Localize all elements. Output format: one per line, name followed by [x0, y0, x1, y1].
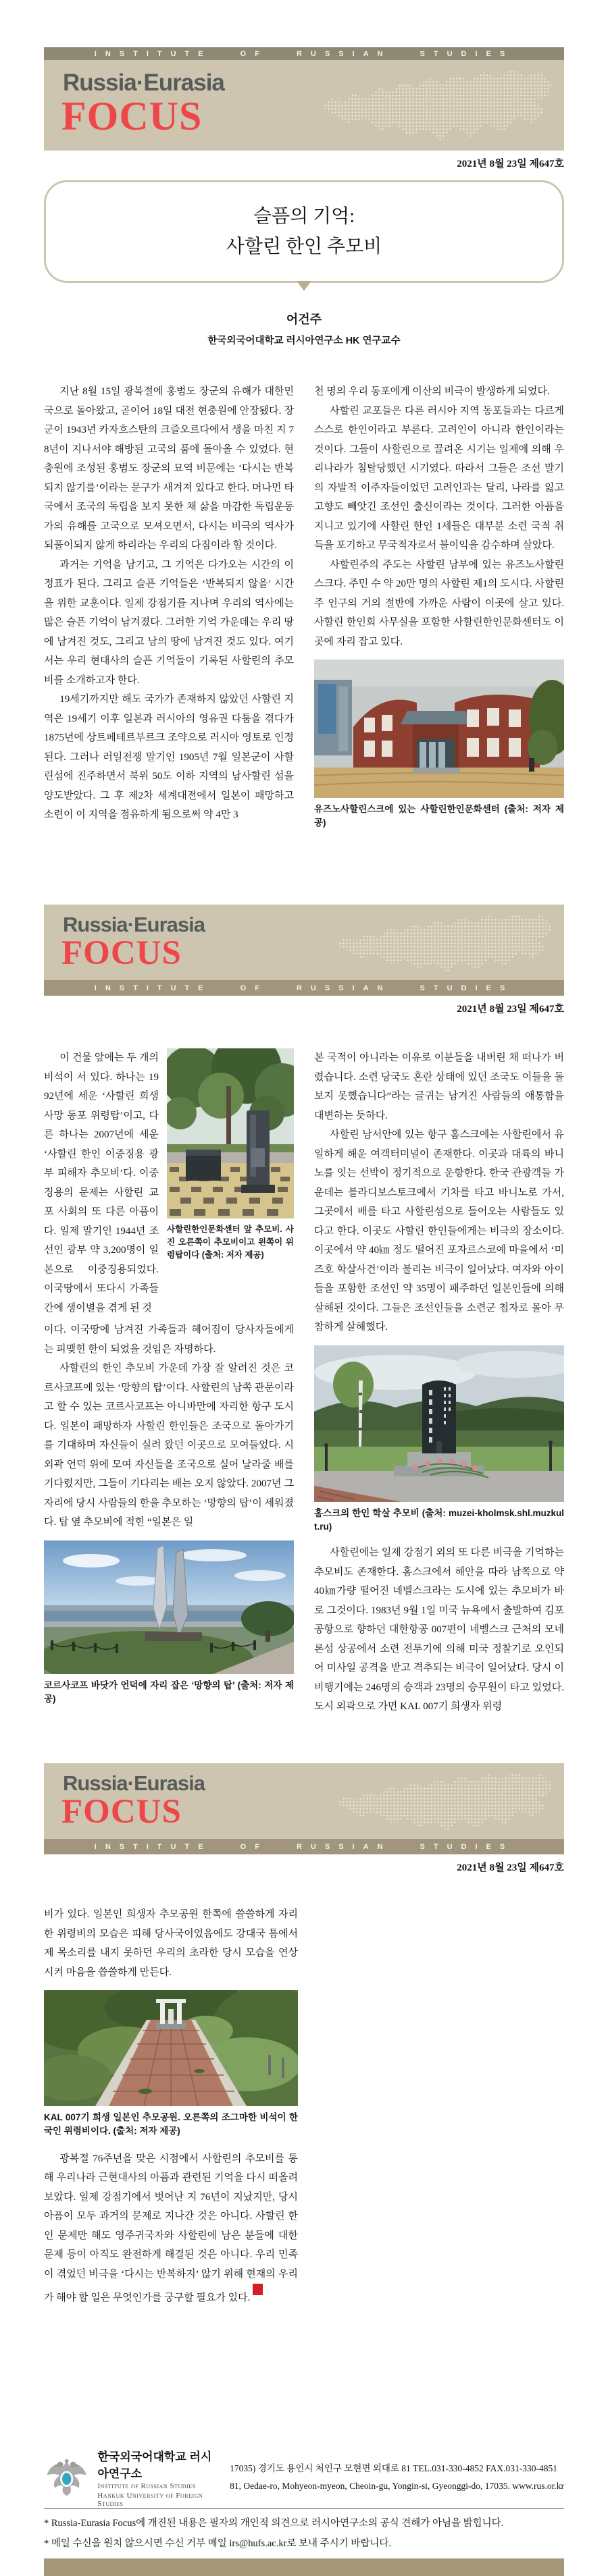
page-3 — [0, 1763, 608, 2432]
masthead-body — [44, 905, 564, 980]
figure-caption: 유즈노사할린스크에 있는 사할린한인문화센터 (출처: 저자 제공) — [314, 804, 564, 828]
footer-divider — [44, 2508, 564, 2509]
masthead-page2 — [44, 905, 564, 996]
paragraph: 비가 있다. 일본인 희생자 추모공원 한쪽에 쓸쓸하게 자리한 위령비의 모습은 피해 당사국이었음에도 강대국 틈에서 제 목소리를 내지 못하던 우리의 초라한 당시 모습을 연상시켜 마음을 씁쓸하게 만든다. — [44, 1909, 298, 1978]
author-block — [0, 310, 608, 347]
masthead-title: Russia·Eurasia — [63, 913, 205, 936]
masthead-focus-title: FOCUS — [61, 94, 203, 138]
masthead-title: Russia·Eurasia — [63, 70, 224, 96]
page1-column-left — [44, 382, 294, 878]
page2-column-left — [44, 1048, 294, 1744]
figure-caption: 홈스크의 한인 학살 추모비 (출처: muzei-kholmsk.shl.muzkult.ru) — [314, 1507, 564, 1532]
page-1 — [0, 47, 608, 884]
masthead-page1 — [44, 47, 564, 151]
figure-caption: KAL 007기 희생 일본인 추모공원. 오른쪽의 조그마한 비석이 한국인 위령비이다. (출처: 저자 제공) — [44, 2112, 298, 2137]
paragraph-text: 광복절 76주년을 맞은 시점에서 사할린의 추모비를 통해 우리나라 근현대사의 아픔과 관련된 기억을 다시 떠올려보았다. 일제 강점기에서 벗어난 지 76년이 지났지만, 당시 아픔이 모두 과거의 문제로 지나간 것은 아니다. 사할린 한인 문제만 해도 영주귀국자와 사할린에 남은 분들에 대한 문제 등이 아직도 완전하게 해결된 것은 아니다. 우리 민족이 겪었던 비극을 ‘다시는 반복하지’ 않기 위해 현재의 우리가 해야 할 일은 무엇인가를 궁구할 필요가 있다. — [44, 2153, 298, 2303]
disclaimer-note-2: * 메일 수신을 원치 않으시면 수신 거부 메일 irs@hufs.ac.kr로 보내 주시기 바랍니다. — [44, 2538, 391, 2549]
institute-emblem-icon — [44, 2452, 89, 2502]
author-affiliation: 한국외국어대학교 러시아연구소 HK 연구교수 — [207, 336, 401, 346]
issue-date: 2021년 8월 23일 제647호 — [457, 1862, 564, 1873]
paragraph: 19세기까지만 해도 국가가 존재하지 않았던 사할린 지역은 19세기 이후 일본과 러시아의 영유권 다툼을 겪다가 1875년에 상트페테르부르크 조약으로 러시아 영토로 인정된다. 그러나 러일전쟁 말기인 1905년 7월 일본군이 사할린섬에 진주하면서 북위 50도 이하 지역의 남사할린 섬을 양도받았다. 그 후 제2차 세계대전에서 일본이 패망하고 소련이 이 지역을 점유하게 됨으로써 약 4만 3 — [44, 694, 294, 820]
institute-name-en: Institute of Russian Studies — [97, 2482, 196, 2490]
photo-korsakov-tower — [44, 1540, 294, 1707]
masthead-title: Russia·Eurasia — [63, 1771, 205, 1795]
photo-memorial-plaza — [167, 1048, 294, 1318]
photo-kal007-park — [44, 1990, 298, 2139]
paragraph: 본 국적이 아니라는 이유로 이분들을 내버린 채 떠나가 버렸습니다. 소련 당국도 혼란 상태에 있던 조국도 이들을 돌보지 못했습니다”라는 글귀는 남겨진 사람들의 애통함을 대변하는 듯하다. — [314, 1052, 564, 1121]
photo-kal007-park-image — [44, 1990, 298, 2106]
masthead-body — [44, 1763, 564, 1839]
issue-date: 2021년 8월 23일 제647호 — [457, 1004, 564, 1015]
paragraph: 사할린 교포들은 다른 러시아 지역 동포들과는 다르게 스스로 한인이라고 부른다. 고려인이 아니라 한인이라는 것이다. 그들이 사할린으로 끌려온 시기는 일제에 의해 우리나라가 침탈당했던 시기였다. 따라서 그들은 조선 말기의 자발적 이주자들이었던 고려인과는 달리, 나라를 잃고 고향도 빼앗긴 조선인 출신이라는 것이다. 그러한 아픔을 지니고 있기에 사할린 한인 1세들은 대부분 소련 국적 취득을 포기하고 무국적자로서 불이익을 감수하며 살았다. — [314, 405, 564, 551]
article-title — [226, 201, 382, 263]
issue-date: 2021년 8월 23일 제647호 — [457, 159, 564, 169]
institute-address — [230, 2460, 564, 2496]
photo-kholmsk-memorial-image — [314, 1345, 564, 1502]
photo-korsakov-tower-image — [44, 1540, 294, 1674]
institute-university-en: Hankuk University of Foreign Studies — [97, 2492, 203, 2508]
paragraph: 사할린의 한인 추모비 가운데 가장 잘 알려진 것은 코르사코프에 있는 ‘망향의 탑’이다. 사할린의 남쪽 관문이라고 할 수 있는 코르사코프는 아니바만에 자리한 항구 도시다. 일본이 패망하자 사할린 한인들은 조국으로 돌아가기를 기대하며 자신들이 실려 왔던 이곳으로 모여들었다. 시 외곽 언덕 위에 모여 자신들을 조국으로 실어 날라줄 배를 기다렸지만, 그들이 기다리는 배는 오지 않았다. 2007년 그 자리에 당시 사람들의 한을 추모하는 ‘망향의 탑’이 세워졌다. 탑 옆 추모비에 적힌 “일본은 일 — [44, 1363, 294, 1528]
photo-cultural-center — [314, 660, 564, 830]
photo-cultural-center-image — [314, 660, 564, 798]
text-with-side-photo — [44, 1048, 294, 1318]
page3-column — [44, 1905, 298, 2308]
footer-bottom-bar — [44, 2558, 564, 2576]
photo-memorial-plaza-image — [167, 1048, 294, 1218]
address-line-en: 81, Oedae-ro, Mohyeon-myeon, Cheoin-gu, Yongin-si, Gyeonggi-do, 17035. www.rus.or.kr — [230, 2481, 564, 2491]
paragraph: 과거는 기억을 남기고, 그 기억은 다가오는 시간의 이정표가 된다. 그리고 슬픈 기억들은 ‘반복되지 않을’ 시간을 위한 교훈이다. 일제 강점기를 지나며 우리의 역사에는 많은 슬픈 기억이 남겨졌다. 그러한 기억 가운데는 우리 땅에 남겨진 것도, 그리고 남의 땅에 남겨진 것도 있다. 여기서는 우리 현대사의 슬픈 기억들이 기록된 사할린의 추모비를 소개하고자 한다. — [44, 559, 294, 686]
address-line-kr: 17035) 경기도 용인시 처인구 모현면 외대로 81 TEL.031-330-4852 FAX.031-330-4851 — [230, 2463, 558, 2473]
article-title-line2: 사할린 한인 추모비 — [226, 236, 382, 257]
figure-caption: 코르사코프 바닷가 언덕에 자리 잡은 ‘망향의 탑’ (출처: 저자 제공) — [44, 1680, 294, 1704]
article-title-line1: 슬픔의 기억: — [253, 205, 355, 227]
paragraph — [44, 2149, 298, 2308]
photo-kholmsk-memorial — [314, 1345, 564, 1534]
article-title-box — [44, 180, 564, 283]
masthead-body — [44, 60, 564, 151]
masthead-focus-title: FOCUS — [61, 934, 182, 972]
paragraph: 이 건물 앞에는 두 개의 비석이 서 있다. 하나는 1992년에 세운 ‘사할린 희생 사망 동포 위령탑’이고, 다른 하나는 2007년에 세운 ‘사할린 한인 이중징용 광부 피해자 추모비’다. 이중징용의 문제는 사할린 교포 사회의 또 다른 아픔이다. 일제 말기인 1944년 조선인 광부 약 3,200명이 일본으로 이중징용되었다. 이국땅에서 또다시 가족들 간에 생이별을 겪게 된 것 — [44, 1052, 159, 1314]
page2-column-right — [314, 1048, 564, 1744]
paragraph: 천 명의 우리 동포에게 이산의 비극이 발생하게 되었다. — [314, 386, 550, 397]
institute-banner: INSTITUTE OF RUSSIAN STUDIES — [44, 980, 564, 996]
page1-columns — [44, 382, 564, 878]
paragraph: 사할린 남서안에 있는 항구 홈스크에는 사할린에서 유일하게 해운 여객터미널이 존재한다. 이곳과 대륙의 바니노를 잇는 선박이 정기적으로 운항한다. 한국 관광객들 가운데는 블라디보스토크에서 기차를 타고 바니노로 가서, 그곳에서 배를 타고 사할린섬으로 들어오는 사람들도 있다고 한다. 이곳도 사할린 한인들에게는 비극의 장소이다. 이곳에서 약 40㎞ 정도 떨어진 포자르스코예 마을에서 ‘미즈호 학살사건’이라 불리는 비극이 일어났다. 여자와 아이들을 포함한 조선인 약 35명이 패주하던 일본인들에 의해 살해된 것이다. 그들은 조선인들을 소련군 첩자로 몰아 무참하게 살해했다. — [314, 1129, 564, 1333]
paragraph: 사할린에는 일제 강점기 외의 또 다른 비극을 기억하는 추모비도 존재한다. 홈스크에서 해안을 따라 남쪽으로 약 40㎞가량 떨어진 네벨스크라는 도시에 있는 추모비가 바로 그것이다. 1983년 9월 1일 미국 뉴욕에서 출발하여 김포공항으로 향하던 대한항공 007편이 네벨스크 근처의 모네론섬 상공에서 소련 전투기에 의해 미국 정찰기로 오인되어 미사일 공격을 받고 격추되는 비극이 일어났다. 당시 이 비행기에는 246명의 승객과 23명의 승무원이 타고 있었다. 도시 외곽으로 가면 KAL 007기 희생자 위령 — [314, 1547, 564, 1712]
institute-banner: INSTITUTE OF RUSSIAN STUDIES — [44, 1839, 564, 1854]
disclaimer-note-1: * Russia-Eurasia Focus에 개진된 내용은 필자의 개인적 의견으로 러시아연구소의 공식 견해가 아님을 밝힙니다. — [44, 2518, 504, 2529]
institute-banner: INSTITUTE OF RUSSIAN STUDIES — [44, 47, 564, 60]
footer — [44, 2450, 564, 2576]
institute-name-block — [97, 2450, 222, 2508]
masthead-focus-title: FOCUS — [61, 1793, 182, 1831]
page1-column-right — [314, 382, 564, 878]
paragraph: 지난 8월 15일 광복절에 홍범도 장군의 유해가 대한민국으로 돌아왔고, 곧이어 18일 대전 현충원에 안장됐다. 장군이 1943년 카자흐스탄의 크즐오르다에서 생을 마친 지 78년이 지나서야 해방된 고국의 품에 돌아올 수 있었다. 현충원에 조성된 홍범도 장군의 묘역 비문에는 ‘다시는 반복되지 않기를’이라는 문구가 새겨져 있다고 한다. 머나먼 타국에서 조국의 독립을 보지 못한 채 삶을 마감한 독립운동가의 유해를 고국으로 모셔오면서, 다시는 비극의 역사가 되풀이되지 않게 하리라는 우리의 다짐이라 할 것이다. — [44, 386, 294, 551]
author-name: 어건주 — [286, 313, 322, 326]
irs-logo-badge-icon: RS — [253, 2284, 263, 2295]
figure-caption: 사할린한인문화센터 앞 추모비. 사진 오른쪽이 추모비이고 왼쪽이 위령탑이다 (출처: 저자 제공) — [167, 1225, 294, 1260]
institute-name-kr: 한국외국어대학교 러시아연구소 — [97, 2450, 212, 2480]
footer-institute-row — [44, 2450, 564, 2508]
title-box-pointer-icon — [297, 281, 311, 291]
paragraph: 사할린주의 주도는 사할린 남부에 있는 유즈노사할린스크다. 주민 수 약 20만 명의 사할린 제1의 도시다. 사할린주 인구의 거의 절반에 가까운 사람이 이곳에 살고 있다. 사할린 한인회 사무실을 포함한 사할린한인문화센터도 이곳에 자리 잡고 있다. — [314, 559, 564, 647]
page2-columns — [44, 1048, 564, 1744]
masthead-page3 — [44, 1763, 564, 1854]
page-2 — [0, 905, 608, 1748]
paragraph: 이다. 이국땅에 남겨진 가족들과 헤어짐이 당사자들에게는 피맺힌 한이 되었을 것임은 자명하다. — [44, 1324, 294, 1355]
